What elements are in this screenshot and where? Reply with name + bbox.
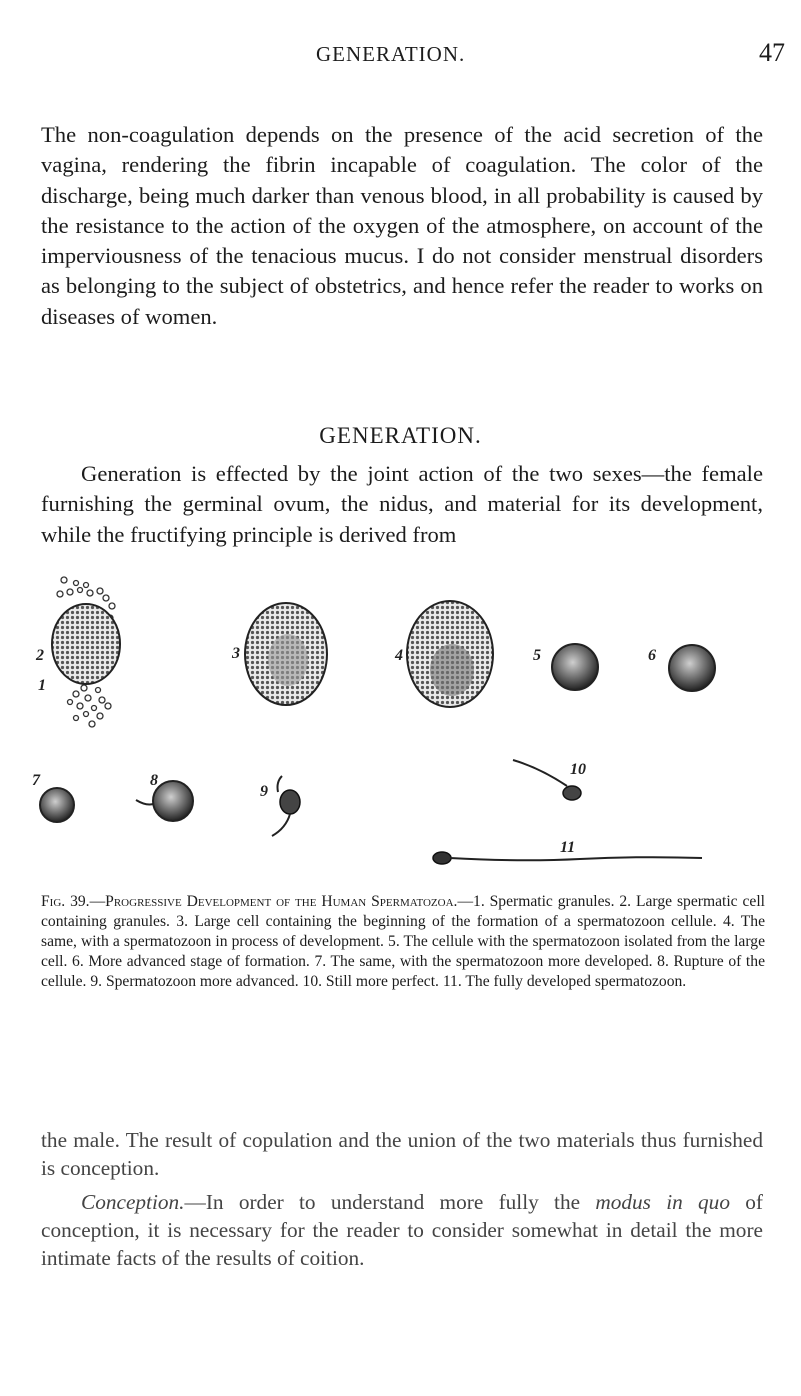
figure-caption (41, 892, 765, 992)
figure-label-9: 9 (260, 783, 268, 800)
figure-label-8: 8 (150, 772, 158, 789)
cellule-7 (40, 788, 74, 822)
figure-label-3: 3 (232, 645, 240, 662)
paragraph-generation: Generation is effected by the joint action of the two sexes—the female furnishing the germinal ovum, the nidus, and material for its development, while the fructifying principle is derived from (41, 461, 763, 547)
paragraph-copulation: the male. The result of copulation and the union of the two materials thus furnished is conception. (41, 1128, 763, 1180)
figure-label-7: 7 (32, 772, 40, 789)
figure-label-2: 2 (36, 647, 44, 664)
section-heading: GENERATION. (319, 423, 482, 448)
caption-body: —1. Spermatic granules. 2. Large spermatic cell containing granules. 3. Large cell containing the beginning of the formation of a spermatozoon cellule. 4. The same, with a spermatozoon in process of development. 5. The cellule with the spermatozoon isolated from the large cell. 6. More advanced stage of formation. 7. The same, with the spermatozoon more developed. 8. Rupture of the cellule. 9. Spermatozoon more advanced. 10. Still more perfect. 11. The fully developed spermatozoon. (41, 893, 765, 990)
figure-illustration (32, 560, 780, 890)
caption-lead: Fig. 39.—Progressive Development of the Human Spermatozoa. (41, 893, 458, 910)
running-title: GENERATION. (316, 42, 466, 66)
spermatic-cell-2 (52, 604, 120, 684)
conception-italic: modus in quo (595, 1190, 730, 1214)
conception-text-a: —In order to understand more fully the (184, 1190, 596, 1214)
cellule-8-rupture (136, 781, 193, 821)
figure-label-11: 11 (560, 839, 576, 856)
page-number: 47 (759, 38, 785, 67)
conception-lead: Conception. (81, 1190, 185, 1214)
page-header (0, 38, 801, 78)
paragraph-menstruation: The non-coagulation depends on the presence of the acid secretion of the vagina, rendering the fibrin incapable of coagulation. The color of the discharge, being much darker than venous blood, in all probability is caused by the resistance to the action of the oxygen of the atmosphere, on account of the imperviousness of the tenacious mucus. I do not consider menstrual disorders as belonging to the subject of obstetrics, and hence refer the reader to works on diseases of women. (41, 122, 763, 329)
figure-label-1: 1 (38, 677, 46, 694)
spermatozoa-figure (32, 560, 780, 890)
spermatozoon-9 (272, 776, 300, 836)
figure-label-6: 6 (648, 647, 656, 664)
figure-label-4: 4 (395, 647, 403, 664)
paragraph-conception (41, 1188, 763, 1272)
spermatic-cell-4 (407, 601, 493, 707)
cellule-6 (669, 645, 715, 691)
conception-text-b: of conception, it is necessary for the reader to consider somewhat in detail the more intimate facts of the results of coition. (41, 1190, 763, 1270)
spermatic-cell-3 (245, 603, 327, 705)
cellule-5 (552, 644, 598, 690)
figure-label-5: 5 (533, 647, 541, 664)
figure-label-10: 10 (570, 761, 586, 778)
